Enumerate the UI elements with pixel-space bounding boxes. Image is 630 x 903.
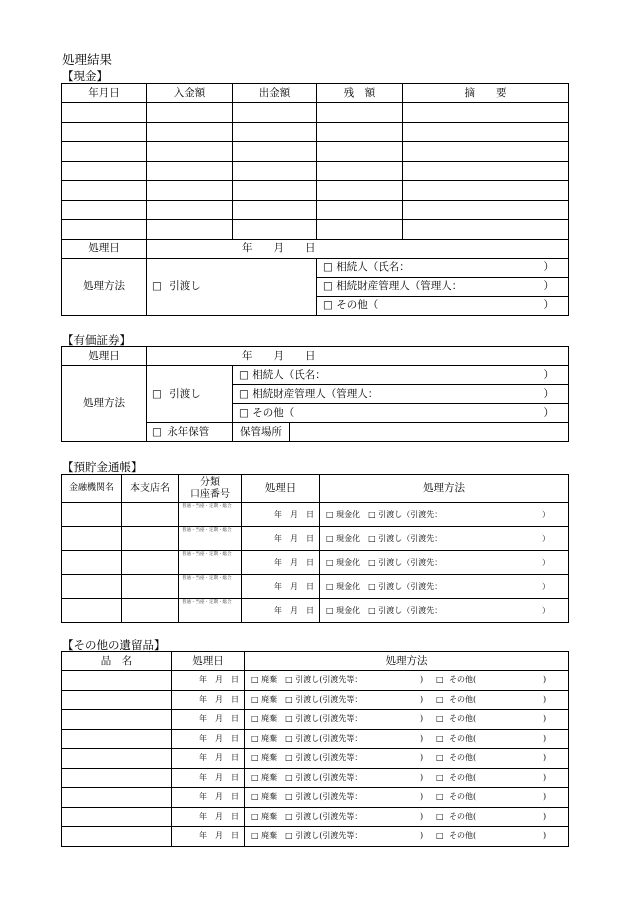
other-item-name-cell[interactable] xyxy=(62,729,172,749)
other-other-checkbox[interactable]: □ xyxy=(436,792,444,802)
other-item-date-cell[interactable] xyxy=(172,788,245,808)
other-handover-checkbox[interactable]: □ xyxy=(285,772,293,782)
passbook-row xyxy=(62,551,569,575)
other-other-label: その他( xyxy=(449,753,477,763)
other-handover-label: 引渡し(引渡先等： xyxy=(295,811,363,821)
cash-header-date: 年月日 xyxy=(62,84,147,103)
passbook-row xyxy=(62,599,569,623)
other-other-paren: ) xyxy=(543,811,547,821)
other-item-name-cell[interactable] xyxy=(62,749,172,769)
other-item-row xyxy=(62,788,569,808)
passbook-date-cell[interactable] xyxy=(242,551,320,575)
other-discard-checkbox[interactable]: □ xyxy=(251,772,259,782)
other-discard-checkbox[interactable]: □ xyxy=(251,811,259,821)
other-other-label: その他( xyxy=(449,811,477,821)
securities-table xyxy=(61,346,569,442)
passbook-category-cell[interactable] xyxy=(179,551,242,575)
cash-row[interactable] xyxy=(62,200,569,220)
passbook-bank-cell[interactable] xyxy=(62,527,122,551)
other-item-date-cell[interactable] xyxy=(172,671,245,691)
passbook-date-cell[interactable] xyxy=(242,575,320,599)
passbook-paren: ） xyxy=(542,533,550,543)
other-discard-label: 廃棄 xyxy=(261,792,278,802)
cash-date-field[interactable]: 年 月 日 xyxy=(147,239,569,258)
other-discard-checkbox[interactable]: □ xyxy=(251,714,259,724)
other-handover-checkbox[interactable]: □ xyxy=(285,753,293,763)
other-item-date-text: 年 月 日 xyxy=(199,694,239,704)
other-other-paren: ) xyxy=(543,831,547,841)
passbook-handover-checkbox[interactable]: □ xyxy=(368,509,376,519)
other-item-method-cell xyxy=(245,729,569,749)
passbook-cash-checkbox[interactable]: □ xyxy=(326,509,334,519)
passbook-method-cell xyxy=(320,503,569,527)
other-item-date-cell[interactable] xyxy=(172,710,245,730)
other-other-label: その他( xyxy=(449,694,477,704)
passbook-method-cell xyxy=(320,527,569,551)
other-header-row xyxy=(62,652,569,671)
cash-handover-checkbox[interactable]: □ xyxy=(152,280,162,293)
passbook-category-hint: 普通・当座・定期・総合 xyxy=(182,600,232,605)
other-other-paren: ) xyxy=(543,733,547,743)
other-item-row xyxy=(62,749,569,769)
other-other-label: その他( xyxy=(449,733,477,743)
other-discard-label: 廃棄 xyxy=(261,811,278,821)
passbook-handover-label: 引渡し（引渡先： xyxy=(378,509,443,519)
other-discard-label: 廃棄 xyxy=(261,772,278,782)
other-handover-checkbox[interactable]: □ xyxy=(285,694,293,704)
cash-row[interactable] xyxy=(62,220,569,240)
passbook-paren: ） xyxy=(542,557,550,567)
passbook-row xyxy=(62,575,569,599)
other-item-method-cell xyxy=(245,827,569,847)
passbook-handover-label: 引渡し（引渡先： xyxy=(378,533,443,543)
other-handover-paren: ) xyxy=(420,675,424,685)
securities-storage-label: 保管場所 xyxy=(233,423,290,442)
securities-permanent-option[interactable]: □ 永年保管 xyxy=(147,423,233,442)
cash-row[interactable] xyxy=(62,142,569,162)
other-item-method-cell xyxy=(245,671,569,691)
other-item-row xyxy=(62,827,569,847)
passbook-bank-cell[interactable] xyxy=(62,551,122,575)
other-item-date-text: 年 月 日 xyxy=(199,811,239,821)
other-item-date-cell[interactable] xyxy=(172,807,245,827)
other-handover-label: 引渡し(引渡先等： xyxy=(295,831,363,841)
passbook-cash-label: 現金化 xyxy=(336,533,361,543)
passbook-handover-checkbox[interactable]: □ xyxy=(368,605,376,615)
other-other-checkbox[interactable]: □ xyxy=(436,753,444,763)
other-discard-label: 廃棄 xyxy=(261,753,278,763)
other-item-date-cell[interactable] xyxy=(172,827,245,847)
other-discard-label: 廃棄 xyxy=(261,714,278,724)
other-handover-paren: ) xyxy=(420,714,424,724)
other-handover-paren: ) xyxy=(420,792,424,802)
other-discard-checkbox[interactable]: □ xyxy=(251,675,259,685)
other-item-method-cell xyxy=(245,768,569,788)
securities-date-label: 処理日 xyxy=(62,347,147,366)
other-handover-paren: ) xyxy=(420,831,424,841)
passbook-row xyxy=(62,503,569,527)
cash-date-label: 処理日 xyxy=(62,239,147,258)
other-other-paren: ) xyxy=(543,714,547,724)
passbook-date-text: 年 月 日 xyxy=(274,557,314,567)
cash-option-administrator[interactable]: □ 相続財産管理人（管理人： ） xyxy=(317,277,569,296)
other-discard-label: 廃棄 xyxy=(261,831,278,841)
passbook-heading: 【預貯金通帳】 xyxy=(62,460,143,474)
other-item-date-text: 年 月 日 xyxy=(199,675,239,685)
passbook-branch-cell[interactable] xyxy=(122,575,179,599)
passbook-branch-cell[interactable] xyxy=(122,527,179,551)
other-item-date-text: 年 月 日 xyxy=(199,792,239,802)
other-item-name-cell[interactable] xyxy=(62,710,172,730)
securities-method-label: 処理方法 xyxy=(62,366,147,442)
cash-method-label: 処理方法 xyxy=(62,258,147,315)
passbook-cash-checkbox[interactable]: □ xyxy=(326,605,334,615)
securities-heading: 【有価証券】 xyxy=(62,333,131,347)
passbook-bank-cell[interactable] xyxy=(62,503,122,527)
passbook-handover-checkbox[interactable]: □ xyxy=(368,581,376,591)
other-handover-label: 引渡し(引渡先等： xyxy=(295,772,363,782)
other-handover-paren: ) xyxy=(420,694,424,704)
other-item-date-cell[interactable] xyxy=(172,729,245,749)
other-item-name-cell[interactable] xyxy=(62,671,172,691)
other-other-label: その他( xyxy=(449,772,477,782)
other-other-paren: ) xyxy=(543,772,547,782)
other-item-row xyxy=(62,690,569,710)
passbook-date-cell[interactable] xyxy=(242,527,320,551)
other-handover-label: 引渡し(引渡先等： xyxy=(295,792,363,802)
cash-row[interactable] xyxy=(62,122,569,142)
other-handover-label: 引渡し(引渡先等： xyxy=(295,694,363,704)
other-items-table xyxy=(61,651,569,847)
cash-heading: 【現金】 xyxy=(62,69,108,83)
other-item-date-text: 年 月 日 xyxy=(199,714,239,724)
passbook-date-cell[interactable] xyxy=(242,503,320,527)
other-header-date: 処理日 xyxy=(172,652,245,671)
passbook-category-cell[interactable] xyxy=(179,503,242,527)
other-discard-checkbox[interactable]: □ xyxy=(251,792,259,802)
cash-header-row xyxy=(62,84,569,103)
other-handover-checkbox[interactable]: □ xyxy=(285,675,293,685)
other-other-paren: ) xyxy=(543,694,547,704)
other-other-checkbox[interactable]: □ xyxy=(436,811,444,821)
passbook-header-category: 分類 口座番号 xyxy=(179,475,242,503)
page-title: 処理結果 xyxy=(62,52,113,67)
other-header-method: 処理方法 xyxy=(245,652,569,671)
other-item-name-cell[interactable] xyxy=(62,690,172,710)
other-other-label: その他( xyxy=(449,831,477,841)
passbook-table xyxy=(61,474,569,623)
other-discard-label: 廃棄 xyxy=(261,675,278,685)
other-item-name-cell[interactable] xyxy=(62,768,172,788)
passbook-bank-cell[interactable] xyxy=(62,575,122,599)
passbook-date-text: 年 月 日 xyxy=(274,605,314,615)
other-item-method-cell xyxy=(245,807,569,827)
passbook-header-method: 処理方法 xyxy=(320,475,569,503)
other-item-row xyxy=(62,729,569,749)
other-other-label: その他( xyxy=(449,675,477,685)
passbook-category-cell[interactable] xyxy=(179,575,242,599)
passbook-branch-cell[interactable] xyxy=(122,503,179,527)
other-other-checkbox[interactable]: □ xyxy=(436,831,444,841)
securities-handover-checkbox[interactable]: □ xyxy=(152,387,162,400)
passbook-handover-label: 引渡し（引渡先： xyxy=(378,605,443,615)
cash-option-heir[interactable]: □ 相続人（氏名： ） xyxy=(317,258,569,277)
other-item-row xyxy=(62,671,569,691)
passbook-paren: ） xyxy=(542,509,550,519)
other-item-row xyxy=(62,768,569,788)
other-handover-checkbox[interactable]: □ xyxy=(285,714,293,724)
passbook-date-cell[interactable] xyxy=(242,599,320,623)
other-item-date-text: 年 月 日 xyxy=(199,772,239,782)
other-handover-paren: ) xyxy=(420,772,424,782)
cash-header-memo: 摘 要 xyxy=(403,84,569,103)
securities-option-other[interactable]: □ その他（ ） xyxy=(233,404,569,423)
passbook-header-bank: 金融機関名 xyxy=(62,475,122,503)
passbook-category-hint: 普通・当座・定期・総合 xyxy=(182,504,232,509)
other-handover-label: 引渡し(引渡先等： xyxy=(295,675,363,685)
passbook-branch-cell[interactable] xyxy=(122,599,179,623)
securities-storage-field[interactable] xyxy=(290,423,569,442)
other-handover-label: 引渡し(引渡先等： xyxy=(295,753,363,763)
other-item-date-text: 年 月 日 xyxy=(199,831,239,841)
passbook-handover-checkbox[interactable]: □ xyxy=(368,533,376,543)
other-item-method-cell xyxy=(245,690,569,710)
passbook-row xyxy=(62,527,569,551)
other-header-item: 品 名 xyxy=(62,652,172,671)
securities-date-field[interactable]: 年 月 日 xyxy=(147,347,569,366)
other-discard-checkbox[interactable]: □ xyxy=(251,694,259,704)
cash-header-deposit: 入金額 xyxy=(147,84,233,103)
other-item-method-cell xyxy=(245,749,569,769)
passbook-cash-label: 現金化 xyxy=(336,581,361,591)
passbook-handover-checkbox[interactable]: □ xyxy=(368,557,376,567)
securities-option-administrator[interactable]: □ 相続財産管理人（管理人： ） xyxy=(233,385,569,404)
passbook-cash-label: 現金化 xyxy=(336,557,361,567)
other-items-heading: 【その他の遺留品】 xyxy=(62,638,166,652)
other-other-checkbox[interactable]: □ xyxy=(436,772,444,782)
other-discard-checkbox[interactable]: □ xyxy=(251,831,259,841)
cash-table xyxy=(61,83,569,316)
cash-handover-label: 引渡し xyxy=(169,280,201,293)
other-other-paren: ) xyxy=(543,792,547,802)
other-handover-paren: ) xyxy=(420,733,424,743)
other-handover-label: 引渡し(引渡先等： xyxy=(295,733,363,743)
cash-header-balance: 残 額 xyxy=(317,84,403,103)
passbook-date-text: 年 月 日 xyxy=(274,509,314,519)
other-other-label: その他( xyxy=(449,792,477,802)
other-handover-checkbox[interactable]: □ xyxy=(285,831,293,841)
cash-row[interactable] xyxy=(62,161,569,181)
passbook-handover-label: 引渡し（引渡先： xyxy=(378,581,443,591)
other-other-paren: ) xyxy=(543,675,547,685)
other-discard-checkbox[interactable]: □ xyxy=(251,753,259,763)
other-item-date-text: 年 月 日 xyxy=(199,733,239,743)
passbook-paren: ） xyxy=(542,605,550,615)
other-handover-label: 引渡し(引渡先等： xyxy=(295,714,363,724)
passbook-date-text: 年 月 日 xyxy=(274,581,314,591)
other-other-checkbox[interactable]: □ xyxy=(436,675,444,685)
other-item-date-text: 年 月 日 xyxy=(199,753,239,763)
passbook-category-hint: 普通・当座・定期・総合 xyxy=(182,576,232,581)
other-item-name-cell[interactable] xyxy=(62,788,172,808)
passbook-cash-label: 現金化 xyxy=(336,509,361,519)
cash-date-row xyxy=(62,239,569,258)
other-item-name-cell[interactable] xyxy=(62,827,172,847)
passbook-cash-checkbox[interactable]: □ xyxy=(326,581,334,591)
other-item-name-cell[interactable] xyxy=(62,807,172,827)
cash-row[interactable] xyxy=(62,181,569,201)
cash-header-withdrawal: 出金額 xyxy=(233,84,317,103)
other-item-method-cell xyxy=(245,788,569,808)
passbook-header-row xyxy=(62,475,569,503)
other-handover-checkbox[interactable]: □ xyxy=(285,811,293,821)
other-other-paren: ) xyxy=(543,753,547,763)
passbook-method-cell xyxy=(320,599,569,623)
other-item-date-cell[interactable] xyxy=(172,749,245,769)
passbook-category-hint: 普通・当座・定期・総合 xyxy=(182,552,232,557)
passbook-date-text: 年 月 日 xyxy=(274,533,314,543)
other-other-checkbox[interactable]: □ xyxy=(436,694,444,704)
other-handover-paren: ) xyxy=(420,811,424,821)
passbook-branch-cell[interactable] xyxy=(122,551,179,575)
other-item-row xyxy=(62,807,569,827)
passbook-category-cell[interactable] xyxy=(179,527,242,551)
cash-row[interactable] xyxy=(62,103,569,123)
passbook-category-hint: 普通・当座・定期・総合 xyxy=(182,528,232,533)
securities-handover-label: 引渡し xyxy=(169,387,201,400)
other-discard-label: 廃棄 xyxy=(261,733,278,743)
passbook-method-cell xyxy=(320,575,569,599)
securities-option-heir[interactable]: □ 相続人（氏名： ） xyxy=(233,366,569,385)
other-discard-checkbox[interactable]: □ xyxy=(251,733,259,743)
passbook-cash-checkbox[interactable]: □ xyxy=(326,533,334,543)
passbook-category-cell[interactable] xyxy=(179,599,242,623)
passbook-header-branch: 本支店名 xyxy=(122,475,179,503)
other-other-label: その他( xyxy=(449,714,477,724)
other-item-date-cell[interactable] xyxy=(172,768,245,788)
passbook-cash-label: 現金化 xyxy=(336,605,361,615)
passbook-handover-label: 引渡し（引渡先： xyxy=(378,557,443,567)
other-other-checkbox[interactable]: □ xyxy=(436,714,444,724)
other-item-row xyxy=(62,710,569,730)
cash-option-other[interactable]: □ その他（ ） xyxy=(317,296,569,315)
passbook-bank-cell[interactable] xyxy=(62,599,122,623)
passbook-method-cell xyxy=(320,551,569,575)
other-discard-label: 廃棄 xyxy=(261,694,278,704)
other-handover-checkbox[interactable]: □ xyxy=(285,733,293,743)
other-handover-checkbox[interactable]: □ xyxy=(285,792,293,802)
passbook-header-date: 処理日 xyxy=(242,475,320,503)
other-handover-paren: ) xyxy=(420,753,424,763)
passbook-cash-checkbox[interactable]: □ xyxy=(326,557,334,567)
passbook-paren: ） xyxy=(542,581,550,591)
other-item-date-cell[interactable] xyxy=(172,690,245,710)
other-other-checkbox[interactable]: □ xyxy=(436,733,444,743)
other-item-method-cell xyxy=(245,710,569,730)
